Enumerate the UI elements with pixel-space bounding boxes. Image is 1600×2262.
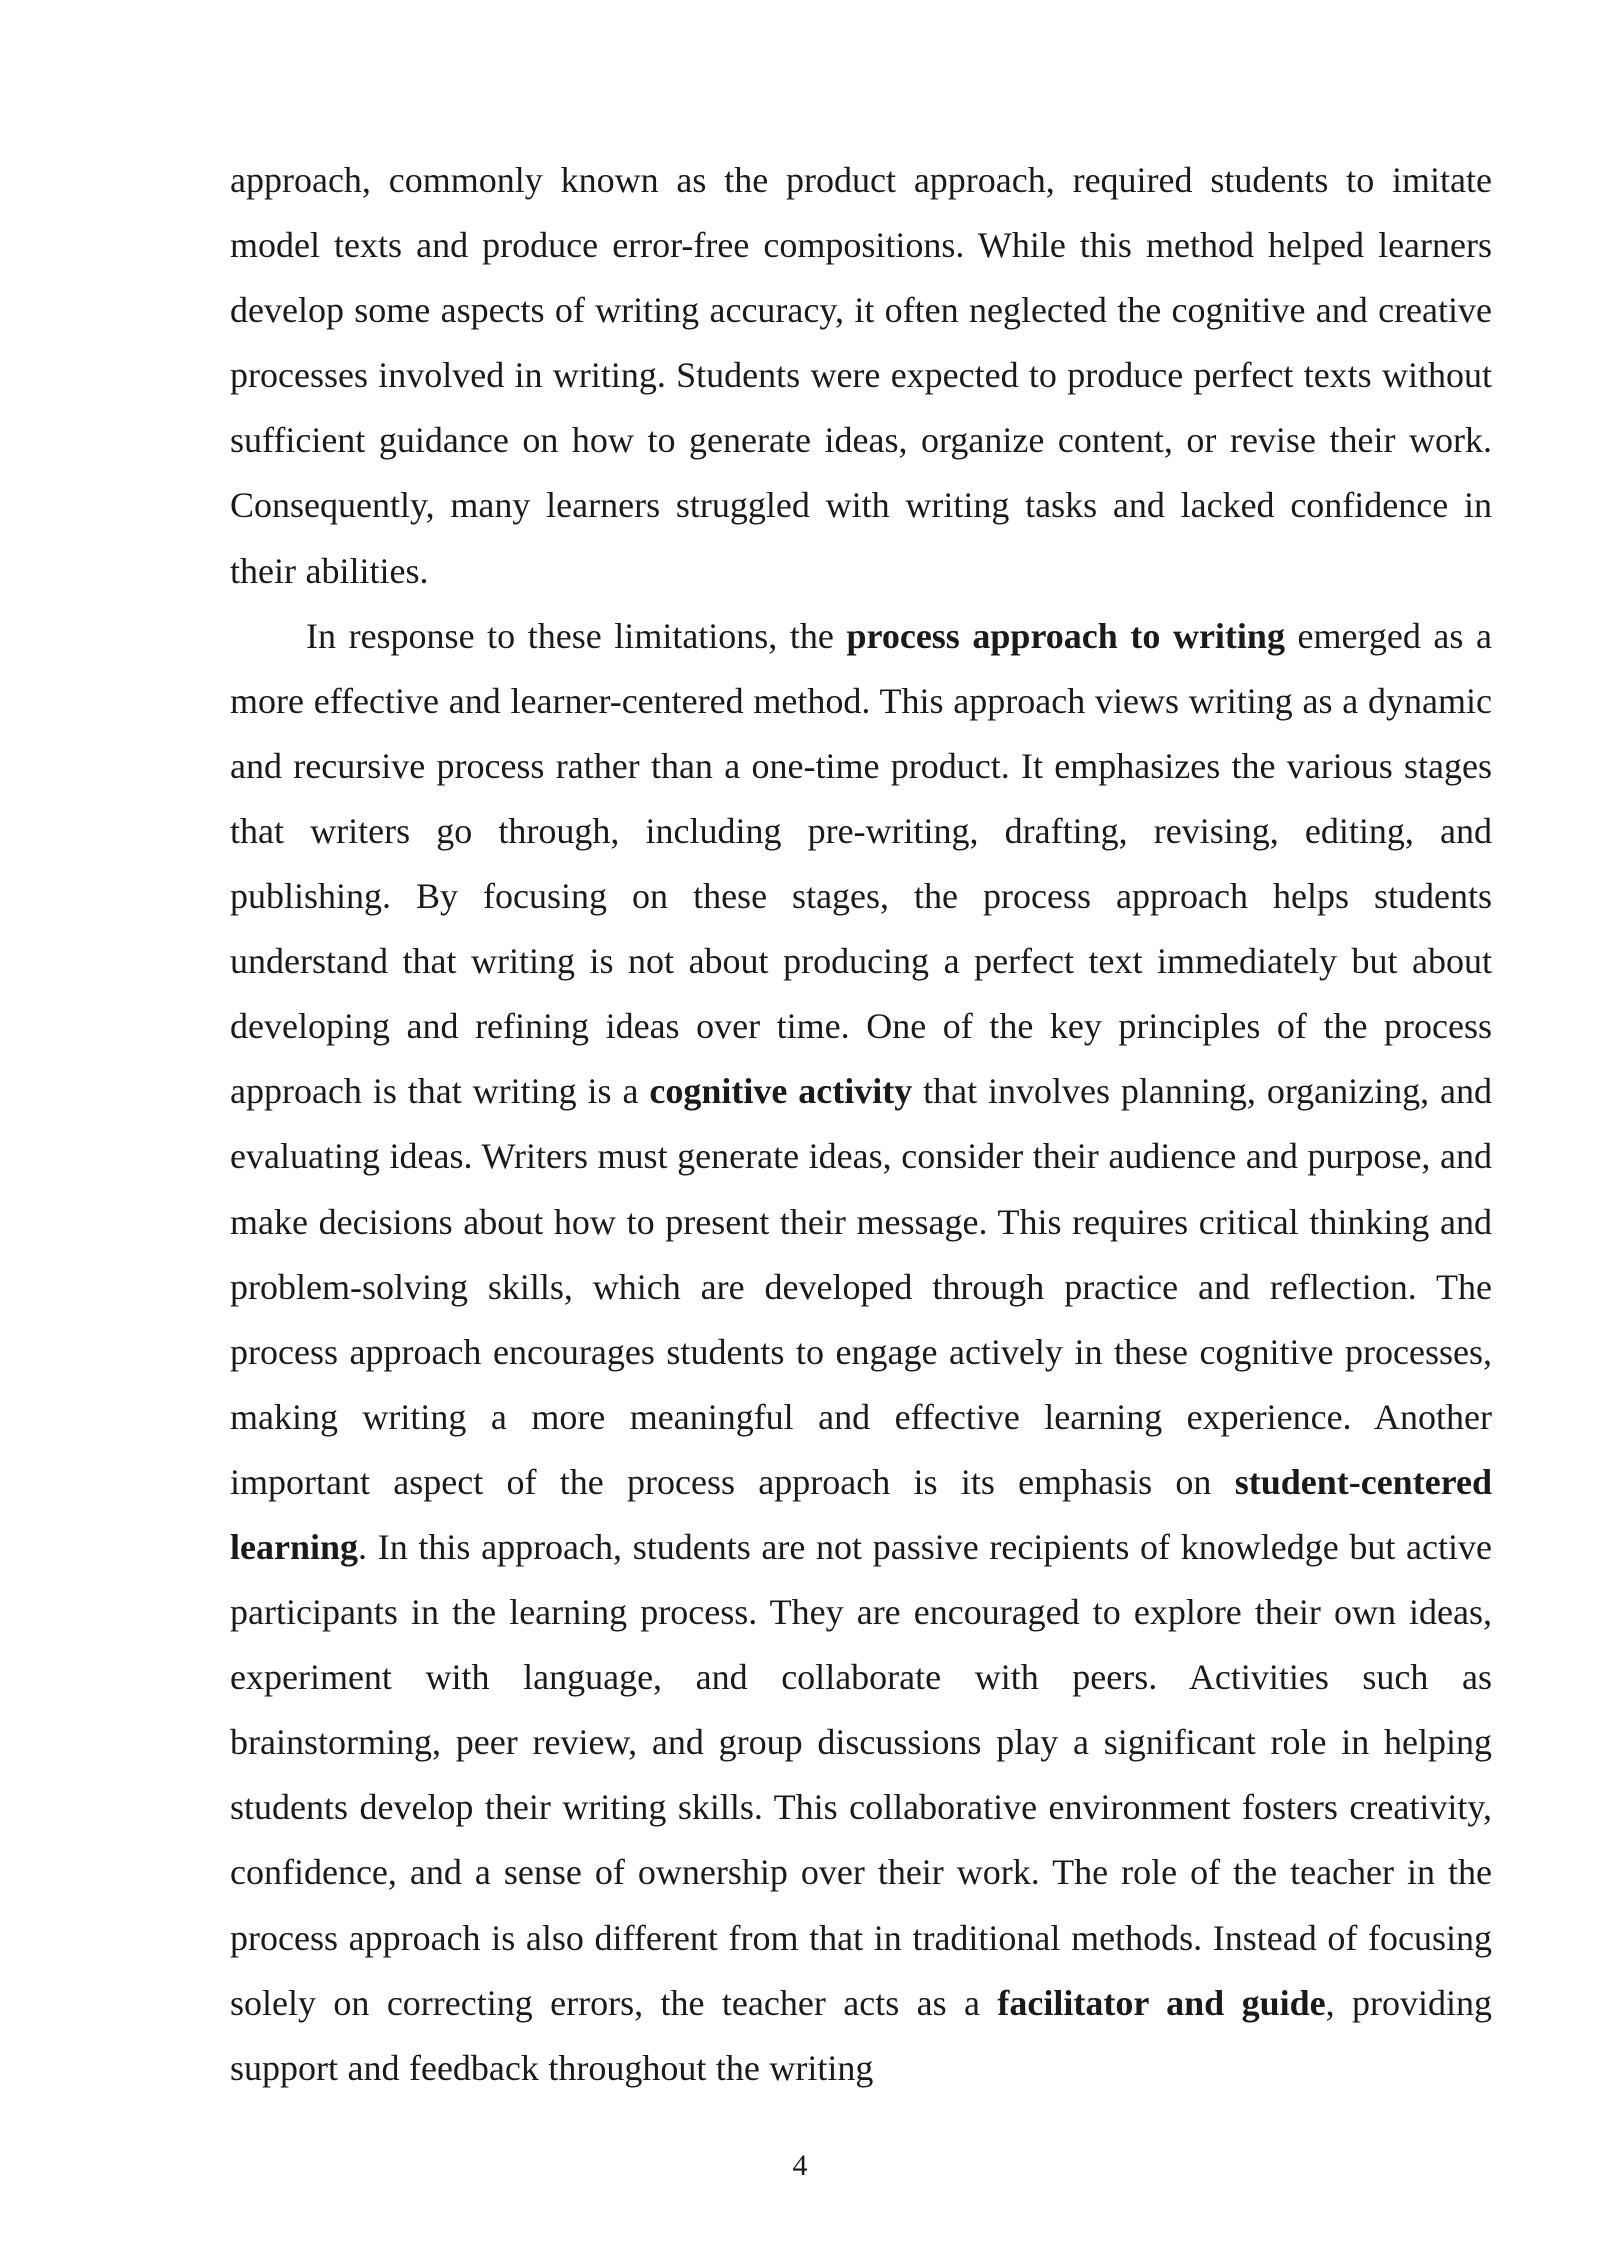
paragraph-2-text: . In this approach, students are not passive recipients of knowledge but active participants in the learning process. They are encouraged to explore their own ideas, experiment with language, and collaborate with peers. Activities such as brainstorming, peer review, and group discussions play a significant role in helping students develop their writing skills. This collaborative environment fosters creativity, confidence, and a sense of ownership over their work. The role of the teacher in the process approach is also different from that in traditional methods. Instead of focusing solely on correcting errors, the teacher acts as a — [230, 1526, 1492, 2023]
paragraph-2-text: In response to these limitations, the — [306, 615, 847, 656]
paragraph-2-text: emerged as a more effective and learner-centered method. This approach views writing as a dynamic and recursive process rather than a one-time product. It emphasizes the various stages that writers go through, including pre-writing, drafting, revising, editing, and publishing. By focusing on these stages, the process approach helps students understand that writing is not about producing a perfect text immediately but about developing and refining ideas over time. One of the key principles of the process approach is that writing is a — [230, 615, 1492, 1112]
bold-term-cognitive-activity: cognitive activity — [649, 1071, 913, 1112]
bold-term-student-centered-learning: student-centered learning — [230, 1461, 1492, 1567]
bold-term-process-approach: process approach to writing — [846, 615, 1285, 656]
paragraph-2-text: , providing support and feedback throughout the writing — [230, 1982, 1492, 2088]
body-text — [230, 148, 1492, 2101]
bold-term-facilitator-and-guide: facilitator and guide — [997, 1982, 1326, 2023]
paragraph-2-text: that involves planning, organizing, and evaluating ideas. Writers must generate ideas, consider their audience and purpose, and make decisions about how to present their message. This requires critical thinking and problem-solving skills, which are developed through practice and reflection. The process approach encourages students to engage actively in these cognitive processes, making writing a more meaningful and effective learning experience. Another important aspect of the process approach is its emphasis on — [230, 1071, 1493, 1502]
page-number: 4 — [792, 2149, 808, 2182]
paragraph-2 — [230, 604, 1492, 2101]
paragraph-1-text: approach, commonly known as the product approach, required students to imitate model texts and produce error-free compositions. While this method helped learners develop some aspects of writing accuracy, it often neglected the cognitive and creative processes involved in writing. Students were expected to produce perfect texts without sufficient guidance on how to generate ideas, organize content, or revise their work. Consequently, many learners struggled with writing tasks and lacked confidence in their abilities. — [230, 160, 1492, 591]
paragraph-1 — [230, 148, 1492, 604]
